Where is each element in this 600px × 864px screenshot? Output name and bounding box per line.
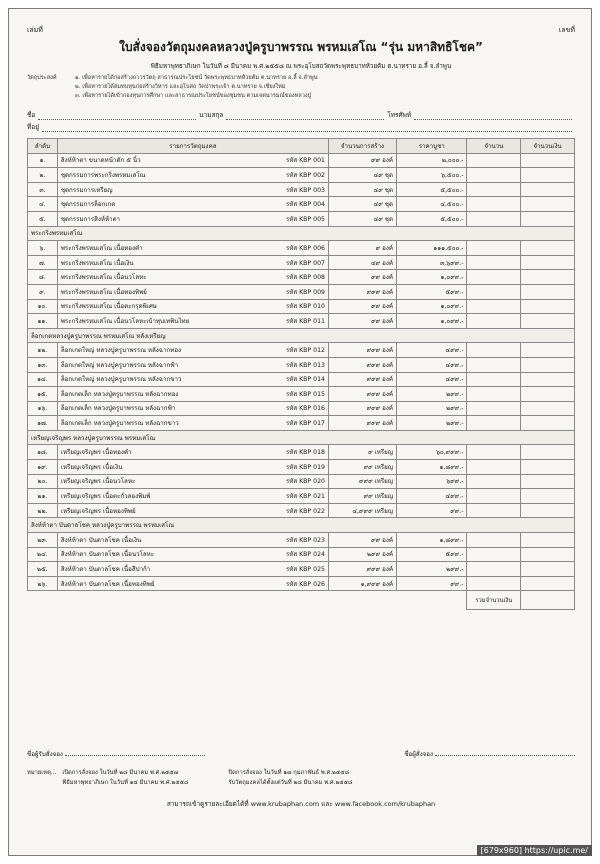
- quantity-cell[interactable]: [467, 197, 521, 212]
- item-name: ชุดกรรมการล็อกเกต: [60, 201, 116, 209]
- item-price: ๕๙๙.-: [397, 284, 467, 299]
- quantity-cell[interactable]: [467, 343, 521, 358]
- item-price: ๖๙๙.-: [397, 474, 467, 489]
- item-code: รหัส KBP 021: [285, 493, 325, 501]
- item-cell: [57, 445, 328, 460]
- item-price: ๓,๖๙๙.-: [397, 255, 467, 270]
- surname-label: นามสกุล: [199, 111, 224, 119]
- item-cell: [57, 533, 328, 548]
- note-pickup-date: รับวัตถุมงคลได้ตั้งแต่วันที่ ๒๘ มีนาคม พ.ศ.๒๕๕๘: [228, 780, 353, 786]
- item-code: รหัส KBP 001: [285, 157, 325, 165]
- item-cell: [57, 197, 328, 212]
- purpose-item: ๓. เพื่อหารายได้เข้ากองทุนการศึกษา และสาธารณประโยชน์ของชุมชน ตามเจตนารมณ์ของหลวงปู่: [75, 93, 312, 99]
- quantity-cell[interactable]: [467, 153, 521, 168]
- quantity-cell[interactable]: [467, 533, 521, 548]
- table-row: [28, 372, 575, 387]
- table-row: [28, 489, 575, 504]
- item-cell: [57, 343, 328, 358]
- row-number: ๒๒.: [28, 503, 58, 518]
- section-title: สิงห์ห้าตา บันดาลโชค หลวงปู่ครูบาพรรณ พรหมเสโณ: [28, 518, 575, 533]
- quantity-cell[interactable]: [467, 168, 521, 183]
- total-label: รวมจำนวนเงิน: [467, 591, 521, 610]
- item-cell: [57, 372, 328, 387]
- row-number: ๒๐.: [28, 474, 58, 489]
- item-cell: [57, 299, 328, 314]
- amount-cell[interactable]: [521, 255, 575, 270]
- address-field[interactable]: [42, 123, 572, 132]
- item-cell: [57, 489, 328, 504]
- order-form-page: [8, 8, 592, 856]
- item-cell: [57, 168, 328, 183]
- quantity-cell[interactable]: [467, 314, 521, 329]
- item-cell: [57, 357, 328, 372]
- item-code: รหัส KBP 025: [285, 566, 325, 574]
- row-number: ๑๔.: [28, 372, 58, 387]
- row-number: ๑๒.: [28, 343, 58, 358]
- production-count: ๔,๙๙๙ เหรียญ: [328, 503, 396, 518]
- table-row: [28, 387, 575, 402]
- notes-block: [27, 767, 575, 787]
- row-number: ๒๑.: [28, 489, 58, 504]
- item-price: ๑,๐๙๙.-: [397, 270, 467, 285]
- table-row: [28, 314, 575, 329]
- form-title: ใบสั่งจองวัตถุมงคลหลวงปู่ครูบาพรรณ พรหมเสโณ “รุ่น มหาสิทธิโชค”: [119, 40, 483, 54]
- table-row: [28, 460, 575, 475]
- quantity-cell[interactable]: [467, 357, 521, 372]
- production-count: ๑,๙๙๙ องค์: [328, 576, 396, 591]
- quantity-cell[interactable]: [467, 547, 521, 562]
- amount-cell[interactable]: [521, 197, 575, 212]
- item-cell: [57, 255, 328, 270]
- section-row: [28, 328, 575, 343]
- row-number: ๒๖.: [28, 576, 58, 591]
- col-header-item: รายการวัตถุมงคล: [57, 139, 328, 154]
- item-code: รหัส KBP 013: [285, 361, 325, 369]
- item-cell: [57, 474, 328, 489]
- item-code: รหัส KBP 005: [285, 215, 325, 223]
- item-cell: [57, 547, 328, 562]
- production-count: ๔๙ ชุด: [328, 168, 396, 183]
- item-cell: [57, 270, 328, 285]
- item-code: รหัส KBP 014: [285, 376, 325, 384]
- item-cell: [57, 503, 328, 518]
- item-name: เหรียญเจริญพร เนื้อทองคำ: [60, 449, 132, 457]
- row-number: ๒๓.: [28, 533, 58, 548]
- item-code: รหัส KBP 009: [285, 288, 325, 296]
- watermark-label: [679x960] https://upic.me/: [477, 845, 592, 856]
- quantity-cell[interactable]: [467, 503, 521, 518]
- item-name: ล็อกเกตเล็ก หลวงปู่ครูบาพรรณ หลังฉากขาว: [60, 420, 179, 428]
- total-row: [28, 591, 575, 610]
- item-code: รหัส KBP 019: [285, 463, 325, 471]
- item-cell: [57, 460, 328, 475]
- item-price: ๑๑๑,๕๐๐.-: [397, 241, 467, 256]
- item-name: ล็อกเกตใหญ่ หลวงปู่ครูบาพรรณ หลังฉากทอง: [60, 347, 182, 355]
- table-row: [28, 474, 575, 489]
- quantity-cell[interactable]: [467, 372, 521, 387]
- amount-cell[interactable]: [521, 445, 575, 460]
- item-name: ล็อกเกตใหญ่ หลวงปู่ครูบาพรรณ หลังฉากขาว: [60, 376, 182, 384]
- production-count: ๙๙๙ องค์: [328, 357, 396, 372]
- table-row: [28, 357, 575, 372]
- item-name: พระกริ่งพรหมเสโณ เนื้อนวโลหะเบ้าทุบเทพินไทย: [60, 317, 190, 325]
- item-name: พระกริ่งพรหมเสโณ เนื้อทองคำ: [60, 244, 143, 252]
- row-number: ๑๑.: [28, 314, 58, 329]
- table-row: [28, 503, 575, 518]
- item-price: ๑,๐๙๙.-: [397, 314, 467, 329]
- item-code: รหัส KBP 004: [285, 201, 325, 209]
- amount-cell[interactable]: [521, 503, 575, 518]
- item-price: ๑,๘๙๙.-: [397, 460, 467, 475]
- form-number-line: [27, 25, 575, 36]
- production-count: ๙๙๙ องค์: [328, 343, 396, 358]
- signature-line: [27, 749, 575, 759]
- quantity-cell[interactable]: [467, 562, 521, 577]
- amount-cell[interactable]: [521, 211, 575, 226]
- item-cell: [57, 387, 328, 402]
- amount-cell[interactable]: [521, 314, 575, 329]
- item-code: รหัส KBP 011: [285, 317, 325, 325]
- table-row: [28, 576, 575, 591]
- production-count: ๔๙ ชุด: [328, 182, 396, 197]
- row-number: ๕.: [28, 211, 58, 226]
- item-code: รหัส KBP 007: [285, 259, 325, 267]
- item-code: รหัส KBP 008: [285, 274, 325, 282]
- item-price: ๔๙๙.-: [397, 343, 467, 358]
- item-name: พระกริ่งพรหมเสโณ เนื้อนวโลหะ: [60, 274, 147, 282]
- total-amount-cell[interactable]: [521, 591, 575, 610]
- note-label: หมายเหตุ...: [27, 770, 57, 776]
- quantity-cell[interactable]: [467, 299, 521, 314]
- table-row: [28, 255, 575, 270]
- table-row: [28, 401, 575, 416]
- quantity-cell[interactable]: [467, 387, 521, 402]
- row-number: ๒๕.: [28, 562, 58, 577]
- production-count: ๙๙ องค์: [328, 153, 396, 168]
- booker-field[interactable]: [65, 755, 205, 756]
- item-cell: [57, 416, 328, 431]
- surname-field[interactable]: [226, 111, 384, 120]
- order-table-body: [28, 153, 575, 610]
- quantity-cell[interactable]: [467, 474, 521, 489]
- quantity-cell[interactable]: [467, 401, 521, 416]
- book-number-label: เล่มที่: [27, 26, 43, 34]
- item-code: รหัส KBP 016: [285, 405, 325, 413]
- item-name: สิงห์ห้าตา บันดาลโชค เนื้อนวโลหะ: [60, 551, 155, 559]
- address-label: ที่อยู่: [27, 123, 39, 131]
- item-name: สิงห์ห้าตา ขนาดหน้าตัก ๕ นิ้ว: [60, 157, 141, 165]
- production-count: ๙ เหรียญ: [328, 445, 396, 460]
- item-name: ชุดกรรมการเหรียญ: [60, 186, 113, 194]
- table-row: [28, 343, 575, 358]
- col-header-production: จำนวนการสร้าง: [328, 139, 396, 154]
- production-count: ๙๙๙ องค์: [328, 387, 396, 402]
- item-price: ๑,๐๙๙.-: [397, 299, 467, 314]
- quantity-cell[interactable]: [467, 284, 521, 299]
- table-row: [28, 211, 575, 226]
- note-close-date: ปิดการสั่งจอง ในวันที่ ๑๗ กุมภาพันธ์ พ.ศ.๒๕๕๘: [228, 770, 350, 776]
- quantity-cell[interactable]: [467, 182, 521, 197]
- table-row: [28, 197, 575, 212]
- amount-cell[interactable]: [521, 284, 575, 299]
- item-code: รหัส KBP 003: [285, 186, 325, 194]
- serial-number-label: เลขที่: [558, 26, 575, 34]
- production-count: ๙๙ องค์: [328, 533, 396, 548]
- section-title: พระกริ่งพรหมเสโณ: [28, 226, 575, 241]
- item-price: ๔,๕๐๐.-: [397, 197, 467, 212]
- item-name: เหรียญเจริญพร เนื้อเงิน: [60, 463, 123, 471]
- item-price: ๖๐,๙๙๙.-: [397, 445, 467, 460]
- item-cell: [57, 182, 328, 197]
- row-number: ๑๘.: [28, 445, 58, 460]
- item-code: รหัส KBP 022: [285, 507, 325, 515]
- form-content: [27, 25, 575, 610]
- item-name: พระกริ่งพรหมเสโณ เนื้อเงิน: [60, 259, 134, 267]
- table-header-row: [28, 139, 575, 154]
- row-number: ๑๓.: [28, 357, 58, 372]
- item-price: ๕,๕๐๐.-: [397, 211, 467, 226]
- item-code: รหัส KBP 024: [285, 551, 325, 559]
- production-count: ๙๙๙ องค์: [328, 401, 396, 416]
- amount-cell[interactable]: [521, 343, 575, 358]
- table-row: [28, 445, 575, 460]
- item-cell: [57, 211, 328, 226]
- row-number: ๑๙.: [28, 460, 58, 475]
- quantity-cell[interactable]: [467, 416, 521, 431]
- item-price: ๔๙๙.-: [397, 489, 467, 504]
- row-number: ๙.: [28, 284, 58, 299]
- row-number: ๑๐.: [28, 299, 58, 314]
- table-row: [28, 547, 575, 562]
- row-number: ๑๗.: [28, 416, 58, 431]
- amount-cell[interactable]: [521, 372, 575, 387]
- item-cell: [57, 241, 328, 256]
- amount-cell[interactable]: [521, 357, 575, 372]
- item-price: ๒,๐๐๐.-: [397, 153, 467, 168]
- purpose-item: ๑. เพื่อหารายได้ก่อสร้างถาวรวัตถุ สาธารณประโยชน์ วัดพระพุทธบาทห้วยต้ม ต.นาทราย อ.ลี้ จ.ลำพูน: [75, 75, 318, 81]
- amount-cell[interactable]: [521, 460, 575, 475]
- item-code: รหัส KBP 020: [285, 478, 325, 486]
- table-row: [28, 168, 575, 183]
- orderer-label: ชื่อผู้สั่งจอง: [404, 751, 434, 758]
- item-cell: [57, 576, 328, 591]
- amount-cell[interactable]: [521, 299, 575, 314]
- production-count: ๙๙๙ องค์: [328, 562, 396, 577]
- row-number: ๘.: [28, 270, 58, 285]
- production-count: ๙๙๙ องค์: [328, 284, 396, 299]
- item-name: ล็อกเกตเล็ก หลวงปู่ครูบาพรรณ หลังฉากทอง: [60, 390, 179, 398]
- amount-cell[interactable]: [521, 489, 575, 504]
- item-name: สิงห์ห้าตา บันดาลโชค เนื้อสีปาก้า: [60, 566, 151, 574]
- item-price: ๒๙๙.-: [397, 562, 467, 577]
- section-row: [28, 430, 575, 445]
- amount-cell[interactable]: [521, 547, 575, 562]
- quantity-cell[interactable]: [467, 241, 521, 256]
- production-count: ๙๙ องค์: [328, 270, 396, 285]
- item-price: ๒๙๙.-: [397, 401, 467, 416]
- item-cell: [57, 284, 328, 299]
- row-number: ๒๔.: [28, 547, 58, 562]
- item-price: ๖,๕๐๐.-: [397, 168, 467, 183]
- name-label: ชื่อ: [27, 111, 36, 119]
- item-code: รหัส KBP 023: [285, 536, 325, 544]
- item-name: เหรียญเจริญพร เนื้อนวโลหะ: [60, 478, 136, 486]
- col-header-amount: จำนวนเงิน: [521, 139, 575, 154]
- item-cell: [57, 401, 328, 416]
- order-table: [27, 138, 575, 610]
- note-ceremony-date: พิธีมหาพุทธาภิเษก ในวันที่ ๑๔ มีนาคม พ.ศ.๒๕๕๘: [62, 780, 189, 786]
- quantity-cell[interactable]: [467, 270, 521, 285]
- footer-websites: สามารถเข้าดูรายละเอียดได้ที่ www.krubaphan.com และ www.facebook.com/krubaphan: [166, 800, 436, 808]
- purpose-item: ๒. เพื่อหารายได้สมทบทุนก่อสร้างวิหาร และอุโบสถ วัดป่าพระเจ้า ต.นาทราย จ.เชียงใหม่: [75, 84, 286, 90]
- table-row: [28, 270, 575, 285]
- row-number: ๔.: [28, 197, 58, 212]
- table-row: [28, 299, 575, 314]
- purposes-block: [27, 74, 575, 100]
- production-count: ๙ องค์: [328, 241, 396, 256]
- amount-cell[interactable]: [521, 562, 575, 577]
- quantity-cell[interactable]: [467, 255, 521, 270]
- orderer-field[interactable]: [435, 755, 575, 756]
- item-name: ล็อกเกตเล็ก หลวงปู่ครูบาพรรณ หลังฉากฟ้า: [60, 405, 176, 413]
- amount-cell[interactable]: [521, 474, 575, 489]
- item-price: ๔๙๙.-: [397, 357, 467, 372]
- item-name: เหรียญเจริญพร เนื้อทองทิพย์: [60, 507, 136, 515]
- production-count: ๙๙๙ องค์: [328, 416, 396, 431]
- amount-cell[interactable]: [521, 576, 575, 591]
- production-count: ๙๙๙ องค์: [328, 372, 396, 387]
- bottom-section: [27, 749, 575, 809]
- quantity-cell[interactable]: [467, 211, 521, 226]
- table-row: [28, 562, 575, 577]
- amount-cell[interactable]: [521, 153, 575, 168]
- production-count: ๙๙๙ เหรียญ: [328, 474, 396, 489]
- amount-cell[interactable]: [521, 387, 575, 402]
- item-name: พระกริ่งพรหมเสโณ เนื้อทองทิพย์: [60, 288, 147, 296]
- item-code: รหัส KBP 002: [285, 171, 325, 179]
- production-count: ๔๙ ชุด: [328, 197, 396, 212]
- item-code: รหัส KBP 017: [285, 420, 325, 428]
- row-number: ๑๖.: [28, 401, 58, 416]
- item-name: ชุดกรรมการพระกริ่งพรหมเสโณ: [60, 171, 146, 179]
- section-title: เหรียญเจริญพร หลวงปู่ครูบาพรรณ พรหมเสโณ: [28, 430, 575, 445]
- phone-label: โทรศัพท์: [387, 111, 412, 119]
- booker-label: ชื่อผู้รับสั่งจอง: [27, 751, 63, 758]
- item-price: ๕๙๙.-: [397, 547, 467, 562]
- col-header-no: ลำดับ: [28, 139, 58, 154]
- table-row: [28, 182, 575, 197]
- item-price: ๑,๘๙๙.-: [397, 533, 467, 548]
- quantity-cell[interactable]: [467, 576, 521, 591]
- quantity-cell[interactable]: [467, 445, 521, 460]
- item-code: รหัส KBP 015: [285, 390, 325, 398]
- item-code: รหัส KBP 012: [285, 347, 325, 355]
- phone-field[interactable]: [414, 111, 572, 120]
- row-number: ๑๕.: [28, 387, 58, 402]
- table-row: [28, 284, 575, 299]
- item-code: รหัส KBP 026: [285, 580, 325, 588]
- quantity-cell[interactable]: [467, 460, 521, 475]
- amount-cell[interactable]: [521, 270, 575, 285]
- purpose-label: วัตถุประสงค์: [27, 75, 57, 81]
- row-number: ๓.: [28, 182, 58, 197]
- section-row: [28, 518, 575, 533]
- item-price: ๔๙๙.-: [397, 372, 467, 387]
- item-price: ๙๙.-: [397, 503, 467, 518]
- table-row: [28, 241, 575, 256]
- item-name: ล็อกเกตใหญ่ หลวงปู่ครูบาพรรณ หลังฉากฟ้า: [60, 361, 179, 369]
- item-price: ๒๙๙.-: [397, 387, 467, 402]
- section-title: ล็อกเกตหลวงปู่ครูบาพรรณ พรหมเสโณ หลังเหรียญ: [28, 328, 575, 343]
- production-count: ๙๙ องค์: [328, 314, 396, 329]
- row-number: ๑.: [28, 153, 58, 168]
- table-row: [28, 533, 575, 548]
- ceremony-line: พิธีมหาพุทธาภิเษก ในวันที่ ๘ มีนาคม พ.ศ.๒๕๕๘ ณ พระอุโบสถวัดพระพุทธบาทห้วยต้ม ต.นาทราย อ.ลี้ จ.ลำพูน: [150, 63, 452, 70]
- col-header-price: ราคาบูชา: [397, 139, 467, 154]
- item-code: รหัส KBP 010: [285, 303, 325, 311]
- customer-fields: [27, 108, 575, 132]
- item-code: รหัส KBP 018: [285, 449, 325, 457]
- section-row: [28, 226, 575, 241]
- item-name: สิงห์ห้าตา บันดาลโชค เนื้อทองทิพย์: [60, 580, 155, 588]
- item-code: รหัส KBP 006: [285, 244, 325, 252]
- production-count: ๙๙ องค์: [328, 299, 396, 314]
- item-price: ๒๙๙.-: [397, 416, 467, 431]
- item-price: ๙๙.-: [397, 576, 467, 591]
- item-cell: [57, 153, 328, 168]
- amount-cell[interactable]: [521, 182, 575, 197]
- amount-cell[interactable]: [521, 533, 575, 548]
- amount-cell[interactable]: [521, 168, 575, 183]
- table-row: [28, 416, 575, 431]
- item-name: ชุดกรรมการสิงห์ห้าตา: [60, 215, 120, 223]
- production-count: ๒๙๙ องค์: [328, 547, 396, 562]
- note-open-date: เปิดการสั่งจอง ในวันที่ ๒๘ มีนาคม พ.ศ.๒๕๕๗: [62, 770, 179, 776]
- amount-cell[interactable]: [521, 416, 575, 431]
- table-row: [28, 153, 575, 168]
- quantity-cell[interactable]: [467, 489, 521, 504]
- production-count: ๙๙ เหรียญ: [328, 489, 396, 504]
- production-count: ๙๙ เหรียญ: [328, 460, 396, 475]
- amount-cell[interactable]: [521, 401, 575, 416]
- item-name: พระกริ่งพรหมเสโณ เนื้อตะกรุดพิเศษ: [60, 303, 157, 311]
- row-number: ๖.: [28, 241, 58, 256]
- item-price: ๕,๕๐๐.-: [397, 182, 467, 197]
- production-count: ๔๙ ชุด: [328, 211, 396, 226]
- amount-cell[interactable]: [521, 241, 575, 256]
- item-name: สิงห์ห้าตา บันดาลโชค เนื้อเงิน: [60, 536, 142, 544]
- production-count: ๔๙ องค์: [328, 255, 396, 270]
- row-number: ๗.: [28, 255, 58, 270]
- item-cell: [57, 314, 328, 329]
- item-cell: [57, 562, 328, 577]
- row-number: ๒.: [28, 168, 58, 183]
- col-header-quantity: จำนวน: [467, 139, 521, 154]
- item-name: เหรียญเจริญพร เนื้อตะกั่วลองพิมพ์: [60, 493, 151, 501]
- name-field[interactable]: [38, 111, 196, 120]
